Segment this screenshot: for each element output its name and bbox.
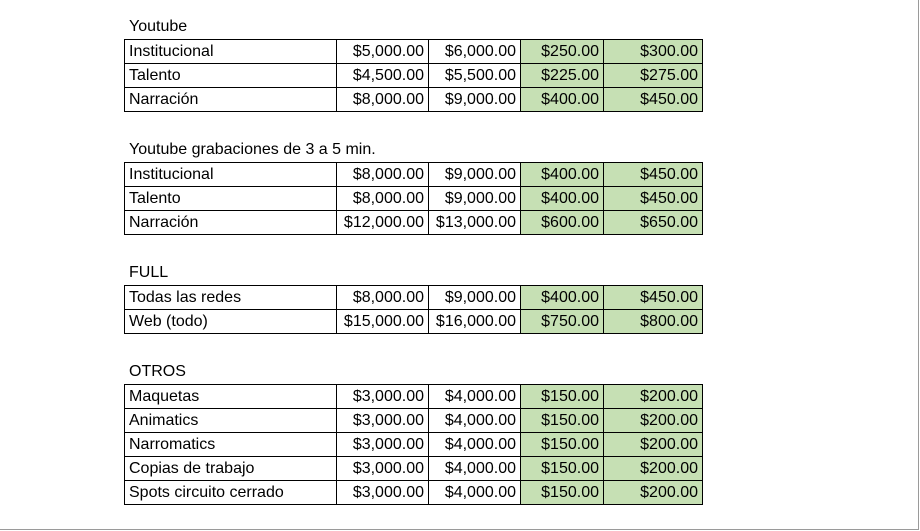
price-cell[interactable]: $9,000.00	[429, 163, 521, 187]
price-cell[interactable]: $9,000.00	[429, 88, 521, 112]
price-cell[interactable]: $8,000.00	[337, 286, 429, 310]
price-cell[interactable]: $3,000.00	[337, 457, 429, 481]
highlighted-price-cell[interactable]: $150.00	[521, 409, 604, 433]
price-cell[interactable]: $4,000.00	[429, 481, 521, 505]
price-cell[interactable]: $4,000.00	[429, 457, 521, 481]
highlighted-price-cell[interactable]: $200.00	[604, 433, 703, 457]
highlighted-price-cell[interactable]: $400.00	[521, 286, 604, 310]
highlighted-price-cell[interactable]: $150.00	[521, 481, 604, 505]
price-cell[interactable]: $5,000.00	[337, 40, 429, 64]
price-cell[interactable]: $13,000.00	[429, 211, 521, 235]
highlighted-price-cell[interactable]: $200.00	[604, 409, 703, 433]
price-cell[interactable]: $12,000.00	[337, 211, 429, 235]
section-title: Youtube	[129, 18, 188, 35]
table-row	[125, 433, 703, 457]
service-name-cell[interactable]: Narración	[125, 211, 337, 235]
table-row	[125, 409, 703, 433]
price-cell[interactable]: $4,500.00	[337, 64, 429, 88]
highlighted-price-cell[interactable]: $275.00	[604, 64, 703, 88]
price-cell[interactable]: $16,000.00	[429, 310, 521, 334]
table-row	[125, 481, 703, 505]
service-name-cell[interactable]: Narromatics	[125, 433, 337, 457]
highlighted-price-cell[interactable]: $650.00	[604, 211, 703, 235]
section-otros	[124, 360, 703, 505]
price-cell[interactable]: $3,000.00	[337, 481, 429, 505]
highlighted-price-cell[interactable]: $200.00	[604, 385, 703, 409]
section-full	[124, 261, 703, 334]
highlighted-price-cell[interactable]: $400.00	[521, 163, 604, 187]
table-row	[125, 457, 703, 481]
highlighted-price-cell[interactable]: $450.00	[604, 187, 703, 211]
price-table	[124, 39, 703, 112]
price-cell[interactable]: $3,000.00	[337, 433, 429, 457]
service-name-cell[interactable]: Animatics	[125, 409, 337, 433]
price-table	[124, 162, 703, 235]
highlighted-price-cell[interactable]: $750.00	[521, 310, 604, 334]
service-name-cell[interactable]: Talento	[125, 187, 337, 211]
section-youtube	[124, 15, 703, 112]
section-title: Youtube grabaciones de 3 a 5 min.	[129, 141, 376, 158]
section-title: FULL	[129, 264, 169, 281]
highlighted-price-cell[interactable]: $450.00	[604, 163, 703, 187]
highlighted-price-cell[interactable]: $400.00	[521, 187, 604, 211]
service-name-cell[interactable]: Institucional	[125, 40, 337, 64]
highlighted-price-cell[interactable]: $150.00	[521, 385, 604, 409]
price-cell[interactable]: $5,500.00	[429, 64, 521, 88]
table-row	[125, 310, 703, 334]
price-table	[124, 384, 703, 505]
highlighted-price-cell[interactable]: $450.00	[604, 286, 703, 310]
price-cell[interactable]: $4,000.00	[429, 385, 521, 409]
section-youtube-grabaciones	[124, 138, 703, 235]
price-table	[124, 285, 703, 334]
service-name-cell[interactable]: Institucional	[125, 163, 337, 187]
price-cell[interactable]: $8,000.00	[337, 163, 429, 187]
price-cell[interactable]: $3,000.00	[337, 409, 429, 433]
highlighted-price-cell[interactable]: $400.00	[521, 88, 604, 112]
service-name-cell[interactable]: Copias de trabajo	[125, 457, 337, 481]
table-row	[125, 385, 703, 409]
highlighted-price-cell[interactable]: $225.00	[521, 64, 604, 88]
table-row	[125, 64, 703, 88]
table-row	[125, 163, 703, 187]
highlighted-price-cell[interactable]: $200.00	[604, 457, 703, 481]
price-cell[interactable]: $4,000.00	[429, 433, 521, 457]
price-cell[interactable]: $6,000.00	[429, 40, 521, 64]
table-row	[125, 187, 703, 211]
price-cell[interactable]: $3,000.00	[337, 385, 429, 409]
table-row	[125, 88, 703, 112]
service-name-cell[interactable]: Todas las redes	[125, 286, 337, 310]
table-row	[125, 40, 703, 64]
highlighted-price-cell[interactable]: $300.00	[604, 40, 703, 64]
service-name-cell[interactable]: Spots circuito cerrado	[125, 481, 337, 505]
table-row	[125, 211, 703, 235]
service-name-cell[interactable]: Web (todo)	[125, 310, 337, 334]
highlighted-price-cell[interactable]: $200.00	[604, 481, 703, 505]
price-cell[interactable]: $8,000.00	[337, 187, 429, 211]
price-cell[interactable]: $9,000.00	[429, 187, 521, 211]
highlighted-price-cell[interactable]: $250.00	[521, 40, 604, 64]
price-cell[interactable]: $4,000.00	[429, 409, 521, 433]
price-cell[interactable]: $8,000.00	[337, 88, 429, 112]
highlighted-price-cell[interactable]: $150.00	[521, 433, 604, 457]
service-name-cell[interactable]: Talento	[125, 64, 337, 88]
highlighted-price-cell[interactable]: $600.00	[521, 211, 604, 235]
highlighted-price-cell[interactable]: $150.00	[521, 457, 604, 481]
service-name-cell[interactable]: Maquetas	[125, 385, 337, 409]
section-title: OTROS	[129, 363, 186, 380]
table-row	[125, 286, 703, 310]
highlighted-price-cell[interactable]: $800.00	[604, 310, 703, 334]
price-cell[interactable]: $9,000.00	[429, 286, 521, 310]
service-name-cell[interactable]: Narración	[125, 88, 337, 112]
highlighted-price-cell[interactable]: $450.00	[604, 88, 703, 112]
price-cell[interactable]: $15,000.00	[337, 310, 429, 334]
